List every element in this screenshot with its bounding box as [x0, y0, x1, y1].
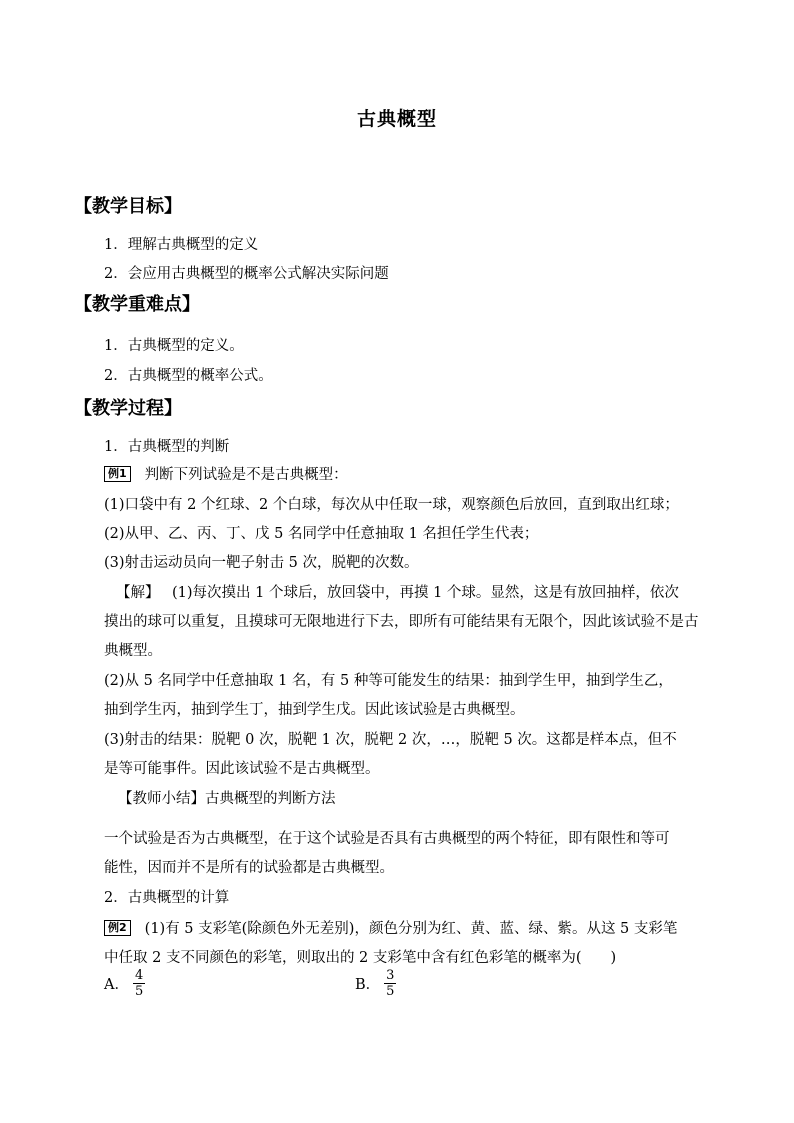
page-title: 古典概型: [356, 108, 437, 130]
solution-line-1: (1)每次摸出 1 个球后，放回袋中，再摸 1 个球。显然，这是有放回抽样，依次: [172, 585, 679, 601]
solution-line-4: (2)从 5 名同学中任意抽取 1 名，有 5 种等可能发生的结果：抽到学生甲，抽到学生乙，: [104, 673, 673, 689]
example1-prompt-row: [104, 463, 348, 484]
option-a: [104, 968, 145, 999]
key-point-item-2: 2．古典概型的概率公式。: [104, 368, 273, 384]
solution-line-3: 典概型。: [104, 643, 162, 659]
example1-prompt: 判断下列试验是不是古典概型：: [144, 467, 348, 483]
section-heading-key-points: 【教学重难点】: [74, 294, 200, 315]
example1-badge: 例1: [104, 466, 131, 482]
option-b-numerator: 3: [386, 968, 395, 983]
option-a-fraction: [133, 968, 145, 999]
key-point-item-1: 1．古典概型的定义。: [104, 338, 244, 354]
option-b: [355, 968, 396, 999]
objective-item-2: 2．会应用古典概型的概率公式解决实际问题: [104, 266, 389, 282]
option-a-numerator: 4: [134, 968, 144, 983]
summary-line-2: 能性，因而并不是所有的试验都是古典概型。: [104, 860, 394, 876]
section-heading-process: 【教学过程】: [74, 398, 182, 419]
summary-line-1: 一个试验是否为古典概型，在于这个试验是否具有古典概型的两个特征，即有限性和等可: [104, 831, 670, 847]
solution-line-5: 抽到学生丙，抽到学生丁，抽到学生戊。因此该试验是古典概型。: [104, 702, 525, 718]
solution-line-2: 摸出的球可以重复，且摸球可无限地进行下去，即所有可能结果有无限个，因此该试验不是古: [104, 614, 699, 630]
part2-title: 2．古典概型的计算: [104, 890, 230, 906]
solution-label: 【解】: [116, 585, 160, 601]
example1-item-1: (1)口袋中有 2 个红球、2 个白球，每次从中任取一球，观察颜色后放回，直到取出红球；: [104, 497, 679, 513]
example2-row: [104, 917, 677, 938]
option-b-fraction: [384, 968, 396, 999]
part1-title: 1．古典概型的判断: [104, 439, 230, 455]
option-a-denominator: 5: [134, 984, 144, 999]
option-b-label: B．: [355, 977, 381, 993]
option-b-denominator: 5: [386, 984, 395, 999]
example2-badge: 例2: [104, 920, 131, 936]
option-a-label: A．: [104, 977, 129, 993]
objective-item-1: 1．理解古典概型的定义: [104, 237, 259, 253]
teacher-summary-label: 【教师小结】古典概型的判断方法: [118, 791, 336, 807]
example1-item-2: (2)从甲、乙、丙、丁、戊 5 名同学中任意抽取 1 名担任学生代表；: [104, 526, 539, 542]
solution-line-6: (3)射击的结果：脱靶 0 次，脱靶 1 次，脱靶 2 次，…，脱靶 5 次。这都是样本点，但不: [104, 732, 677, 748]
example2-line-2: 中任取 2 支不同颜色的彩笔，则取出的 2 支彩笔中含有红色彩笔的概率为( ): [104, 950, 617, 966]
section-heading-objectives: 【教学目标】: [74, 196, 182, 217]
example1-item-3: (3)射击运动员向一靶子射击 5 次，脱靶的次数。: [104, 555, 419, 571]
example2-line-1: (1)有 5 支彩笔(除颜色外无差别)，颜色分别为红、黄、蓝、绿、紫。从这 5 支彩笔: [144, 921, 678, 937]
solution-line-7: 是等可能事件。因此该试验不是古典概型。: [104, 761, 380, 777]
